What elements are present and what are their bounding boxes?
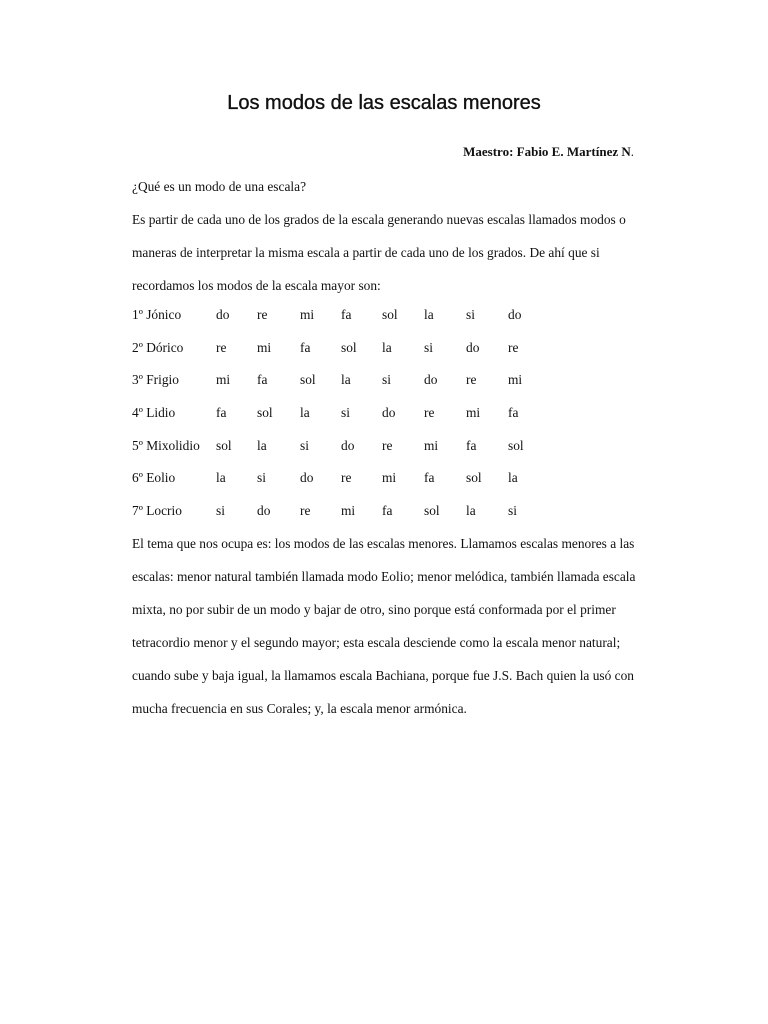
mode-note: si bbox=[382, 372, 391, 388]
mode-note: mi bbox=[257, 339, 272, 355]
mode-note: la bbox=[424, 307, 434, 322]
mode-note: fa bbox=[300, 339, 311, 355]
mode-note: re bbox=[424, 405, 435, 421]
mode-note: re bbox=[216, 339, 227, 355]
mode-note: re bbox=[508, 339, 519, 355]
mode-note: do bbox=[257, 503, 271, 519]
author-name: Maestro: Fabio E. Martínez N bbox=[463, 144, 631, 159]
mode-note: si bbox=[257, 470, 266, 486]
mode-note: sol bbox=[508, 437, 524, 453]
mode-note: fa bbox=[216, 405, 227, 421]
mode-note: la bbox=[466, 503, 476, 519]
mode-note: sol bbox=[216, 437, 232, 453]
mode-note: sol bbox=[300, 372, 316, 388]
mode-note: si bbox=[508, 503, 517, 519]
mode-note: do bbox=[382, 405, 396, 421]
mode-note: mi bbox=[466, 405, 481, 421]
mode-name: 1º Jónico bbox=[132, 307, 182, 322]
mode-note: la bbox=[300, 405, 310, 421]
mode-note: la bbox=[257, 437, 267, 453]
mode-name: 5º Mixolidio bbox=[132, 437, 200, 453]
mode-note: si bbox=[216, 503, 225, 519]
mode-note: fa bbox=[508, 405, 519, 421]
mode-name: 2º Dórico bbox=[132, 339, 184, 355]
mode-note: do bbox=[216, 307, 230, 322]
mode-note: si bbox=[424, 339, 433, 355]
mode-name: 3º Frigio bbox=[132, 372, 179, 388]
mode-note: mi bbox=[300, 307, 315, 322]
mode-note: si bbox=[466, 307, 475, 322]
mode-note: do bbox=[341, 437, 355, 453]
mode-note: mi bbox=[424, 437, 439, 453]
mode-note: si bbox=[300, 437, 309, 453]
mode-note: sol bbox=[466, 470, 482, 486]
mode-note: mi bbox=[216, 372, 231, 388]
mode-note: fa bbox=[382, 503, 393, 519]
mode-note: mi bbox=[508, 372, 523, 388]
mode-name: 6º Eolio bbox=[132, 470, 176, 486]
mode-note: do bbox=[300, 470, 314, 486]
body-paragraph: El tema que nos ocupa es: los modos de las escalas menores. Llamamos escalas menores a las escalas: menor natural también llamada modo Eolio; menor melódica, también llamada escala mixta, no por subir de un modo y bajar de otro, sino porque está conformada por el primer tetracordio menor y el segundo mayor; esta escala desciende como la escala menor natural; cuando sube y baja igual, la llamamos escala Bachiana, porque fue J.S. Bach quien la usó con mucha frecuencia en sus Corales; y, la escala menor armónica. bbox=[132, 536, 636, 716]
mode-note: mi bbox=[341, 503, 356, 519]
mode-note: sol bbox=[424, 503, 440, 519]
mode-note: sol bbox=[257, 405, 273, 421]
mode-note: la bbox=[216, 470, 226, 486]
mode-note: re bbox=[300, 503, 311, 519]
mode-note: mi bbox=[382, 470, 397, 486]
mode-note: re bbox=[466, 372, 477, 388]
mode-note: la bbox=[382, 339, 392, 355]
mode-note: do bbox=[508, 307, 522, 322]
mode-note: re bbox=[341, 470, 352, 486]
mode-note: la bbox=[341, 372, 351, 388]
mode-note: do bbox=[424, 372, 438, 388]
mode-note: si bbox=[341, 405, 350, 421]
mode-note: fa bbox=[424, 470, 435, 486]
question-text: ¿Qué es un modo de una escala? bbox=[132, 179, 307, 194]
mode-note: la bbox=[508, 470, 518, 486]
mode-note: re bbox=[382, 437, 393, 453]
mode-note: fa bbox=[257, 372, 268, 388]
mode-note: re bbox=[257, 307, 268, 322]
mode-note: fa bbox=[341, 307, 352, 322]
mode-name: 4º Lidio bbox=[132, 405, 176, 421]
mode-note: sol bbox=[341, 339, 357, 355]
intro-paragraph: Es partir de cada uno de los grados de la escala generando nuevas escalas llamados modos o maneras de interpretar la misma escala a partir de cada uno de los grados. De ahí que si recordamos los modos de la escala mayor son: bbox=[132, 212, 626, 293]
author-suffix: . bbox=[630, 144, 634, 159]
mode-note: fa bbox=[466, 437, 477, 453]
author-line bbox=[463, 144, 634, 160]
mode-name: 7º Locrio bbox=[132, 503, 182, 519]
mode-note: sol bbox=[382, 307, 398, 322]
mode-note: do bbox=[466, 339, 480, 355]
page-title: Los modos de las escalas menores bbox=[227, 92, 541, 114]
